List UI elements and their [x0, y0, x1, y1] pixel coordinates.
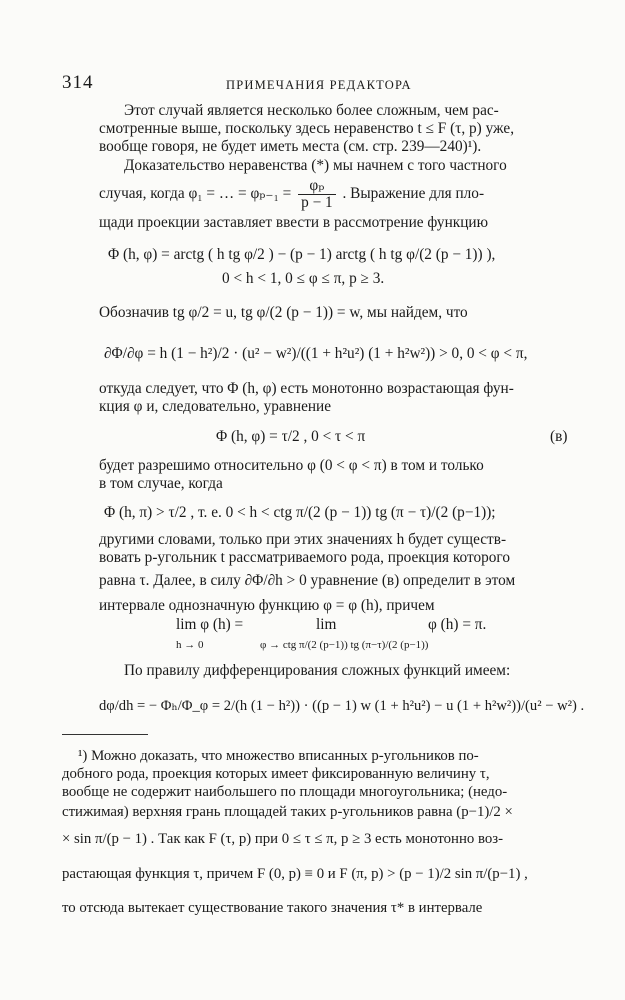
- text-fragment: . Выражение для пло-: [342, 185, 485, 203]
- running-title: ПРИМЕЧАНИЯ РЕДАКТОРА: [226, 78, 412, 92]
- text-line: Доказательство неравенства (*) мы начнем с того частного: [124, 157, 507, 174]
- formula: Φ (h, φ) = arctg ( h tg φ/2 ) − (p − 1) arctg ( h tg φ/(2 (p − 1)) ),: [108, 246, 496, 263]
- formula: 0 < h < 1, 0 ≤ φ ≤ π, p ≥ 3.: [222, 270, 385, 287]
- fraction-numerator: φₚ: [309, 177, 325, 194]
- equation-tag: (в): [550, 428, 568, 445]
- text-fragment: случая, когда φ₁ = … = φₚ₋₁ =: [99, 185, 292, 203]
- page-number: 314: [62, 72, 94, 93]
- text-line: откуда следует, что Φ (h, φ) есть монотонно возрастающая фун-: [99, 380, 514, 397]
- footnote-line: растающая функция τ, причем F (0, p) ≡ 0 и F (π, p) > (p − 1)/2 sin π/(p−1) ,: [62, 866, 528, 882]
- formula: dφ/dh = − Φₕ/Φ_φ = 2/(h (1 − h²)) · ((p − 1) w (1 + h²u²) − u (1 + h²w²))/(u² − w²) .: [99, 698, 585, 714]
- formula: ∂Φ/∂φ = h (1 − h²)/2 · (u² − w²)/((1 + h²u²) (1 + h²w²)) > 0, 0 < φ < π,: [104, 345, 528, 362]
- text-line: вообще говоря, не будет иметь места (см. стр. 239—240)¹).: [99, 138, 482, 155]
- formula: Φ (h, π) > τ/2 , т. е. 0 < h < ctg π/(2 (p − 1)) tg (π − τ)/(2 (p−1));: [104, 504, 496, 521]
- fraction-denominator: p − 1: [298, 194, 336, 211]
- formula: lim: [316, 616, 337, 633]
- footnote-line: стижимая) верхняя грань площадей таких p-угольников равна (p−1)/2 ×: [62, 804, 513, 820]
- text-line: интервале однозначную функцию φ = φ (h), причем: [99, 597, 435, 614]
- fraction: [298, 178, 336, 211]
- text-line: будет разрешимо относительно φ (0 < φ < π) в том и только: [99, 457, 484, 474]
- footnote-line: добного рода, проекция которых имеет фиксированную величину τ,: [62, 766, 490, 782]
- text-line: кция φ и, следовательно, уравнение: [99, 398, 332, 415]
- footnote-line: вообще не содержит наибольшего по площади многоугольника; (недо-: [62, 784, 508, 800]
- formula: lim φ (h) =: [176, 616, 244, 633]
- text-line: По правилу дифференцирования сложных функций имеем:: [124, 662, 511, 679]
- formula: φ (h) = π.: [428, 616, 487, 633]
- footnote-line: ¹) Можно доказать, что множество вписанных p-угольников по-: [78, 748, 479, 764]
- text-line: щади проекции заставляет ввести в рассмотрение функцию: [99, 214, 489, 231]
- limit-subscript: h → 0: [176, 639, 204, 651]
- text-line: смотренные выше, поскольку здесь неравенство t ≤ F (τ, p) уже,: [99, 120, 515, 137]
- text-line: другими словами, только при этих значениях h будет существ-: [99, 531, 507, 548]
- text-line: Обозначив tg φ/2 = u, tg φ/(2 (p − 1)) = w, мы найдем, что: [99, 304, 468, 321]
- footnote-line: × sin π/(p − 1) . Так как F (τ, p) при 0 ≤ τ ≤ π, p ≥ 3 есть монотонно воз-: [62, 831, 504, 847]
- text-line: вовать p-угольник t рассматриваемого рода, проекция которого: [99, 549, 510, 566]
- text-line: в том случае, когда: [99, 475, 223, 492]
- footnote-line: то отсюда вытекает существование такого значения τ* в интервале: [62, 900, 483, 916]
- text-line-with-fraction: [99, 178, 484, 211]
- limit-subscript: φ → ctg π/(2 (p−1)) tg (π−τ)/(2 (p−1)): [260, 639, 429, 651]
- footnote-rule: [62, 734, 148, 735]
- text-line: Этот случай является несколько более сложным, чем рас-: [124, 102, 499, 119]
- formula: Φ (h, φ) = τ/2 , 0 < τ < π: [216, 428, 366, 445]
- text-line: равна τ. Далее, в силу ∂Φ/∂h > 0 уравнение (в) определит в этом: [99, 572, 516, 589]
